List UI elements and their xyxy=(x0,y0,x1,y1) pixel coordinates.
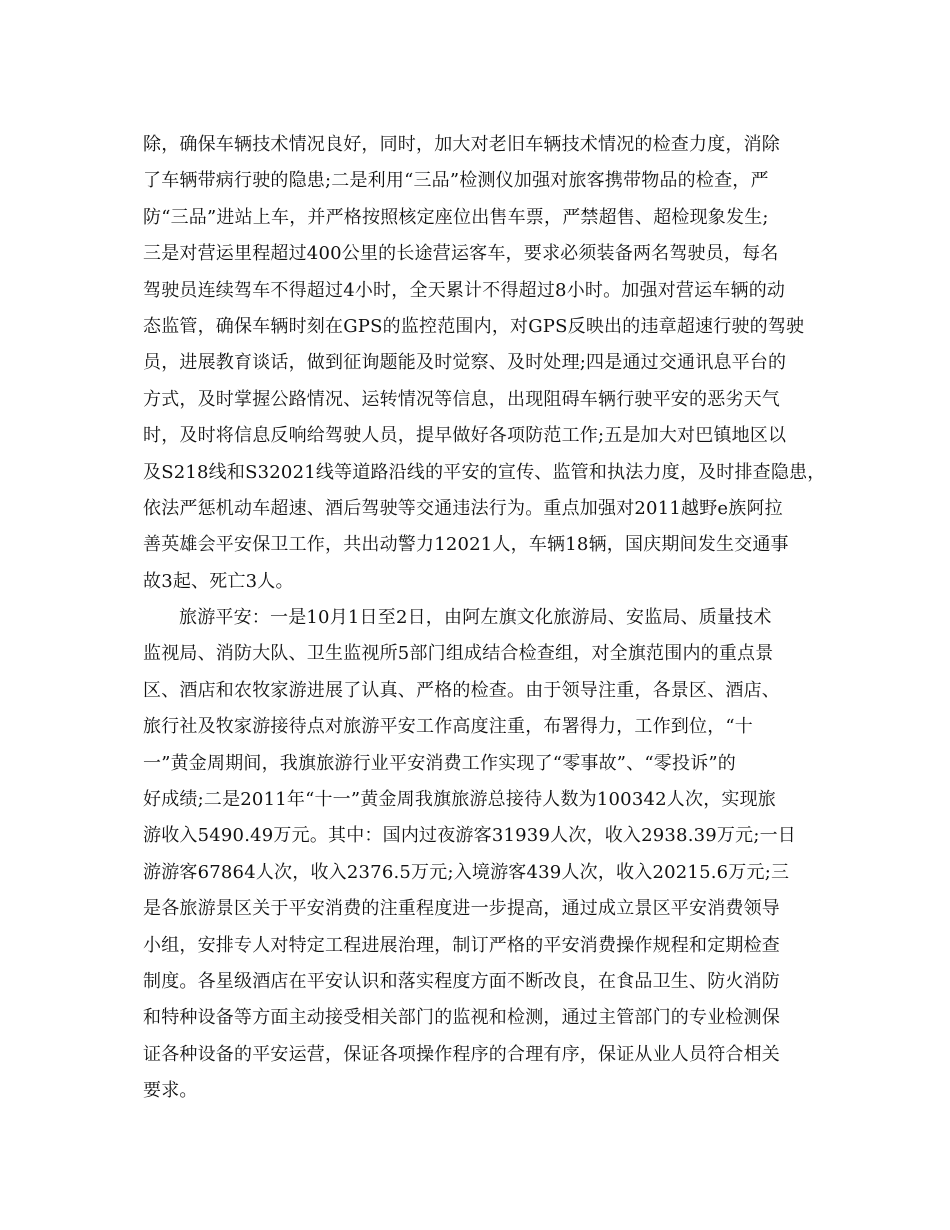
text-line: 时，及时将信息反响给驾驶人员，提早做好各项防范工作;五是加大对巴镇地区以 xyxy=(143,425,787,447)
text-line: 一”黄金周期间，我旗旅游行业平安消费工作实现了“零事故”、“零投诉”的 xyxy=(143,752,737,774)
text-line: 方式，及时掌握公路情况、运转情况等信息，出现阻碍车辆行驶平安的恶劣天气 xyxy=(143,388,780,410)
text-line: 三是对营运里程超过400公里的长途营运客车，要求必须装备两名驾驶员，每名 xyxy=(143,243,779,265)
text-line: 防“三品”进站上车，并严格按照核定座位出售车票，严禁超售、超检现象发生; xyxy=(143,206,769,228)
text-line: 旅行社及牧家游接待点对旅游平安工作高度注重，布署得力，工作到位，“十 xyxy=(143,716,753,738)
text-line: 是各旅游景区关于平安消费的注重程度进一步提高，通过成立景区平安消费领导 xyxy=(143,898,780,920)
text-line: 员，进展教育谈话，做到征询题能及时觉察、及时处理;四是通过交通讯息平台的 xyxy=(143,352,787,374)
text-line: 区、酒店和农牧家游进展了认真、严格的检查。由于领导注重，各景区、酒店、 xyxy=(143,679,780,701)
text-line: 态监管，确保车辆时刻在GPS的监控范围内，对GPS反映出的违章超速行驶的驾驶 xyxy=(143,315,805,337)
paragraph-start-line: 旅游平安：一是10月1日至2日，由阿左旗文化旅游局、安监局、质量技术 xyxy=(179,607,772,629)
text-line: 及S218线和S32021线等道路沿线的平安的宣传、监管和执法力度，及时排查隐患， xyxy=(143,461,826,483)
text-line: 驾驶员连续驾车不得超过4小时，全天累计不得超过8小时。加强对营运车辆的动 xyxy=(143,279,786,301)
text-line: 游游客67864人次，收入2376.5万元;入境游客439人次，收入20215.6万元;三 xyxy=(143,861,790,883)
text-line: 游收入5490.49万元。其中：国内过夜游客31939人次，收入2938.39万元;一日 xyxy=(143,825,796,847)
text-line: 了车辆带病行驶的隐患;二是利用“三品”检测仪加强对旅客携带物品的检查，严 xyxy=(143,170,769,192)
text-line: 故3起、死亡3人。 xyxy=(143,570,294,592)
text-line: 小组，安排专人对特定工程进展治理，制订严格的平安消费操作规程和定期检查 xyxy=(143,934,780,956)
text-line: 依法严惩机动车超速、酒后驾驶等交通违法行为。重点加强对2011越野e族阿拉 xyxy=(143,497,783,519)
text-line: 制度。各星级酒店在平安认识和落实程度方面不断改良，在食品卫生、防火消防 xyxy=(143,970,780,992)
text-line: 好成绩;二是2011年“十一”黄金周我旗旅游总接待人数为100342人次，实现旅 xyxy=(143,789,776,811)
text-line: 善英雄会平安保卫工作，共出动警力12021人，车辆18辆，国庆期间发生交通事 xyxy=(143,534,789,556)
document-body xyxy=(143,127,833,1110)
text-line: 要求。 xyxy=(143,1080,198,1102)
text-line: 证各种设备的平安运营，保证各项操作程序的合理有序，保证从业人员符合相关 xyxy=(143,1043,780,1065)
text-line: 除，确保车辆技术情况良好，同时，加大对老旧车辆技术情况的检查力度，消除 xyxy=(143,134,780,155)
text-line: 监视局、消防大队、卫生监视所5部门组成结合检查组，对全旗范围内的重点景 xyxy=(143,643,774,665)
text-line: 和特种设备等方面主动接受相关部门的监视和检测，通过主管部门的专业检测保 xyxy=(143,1007,780,1029)
